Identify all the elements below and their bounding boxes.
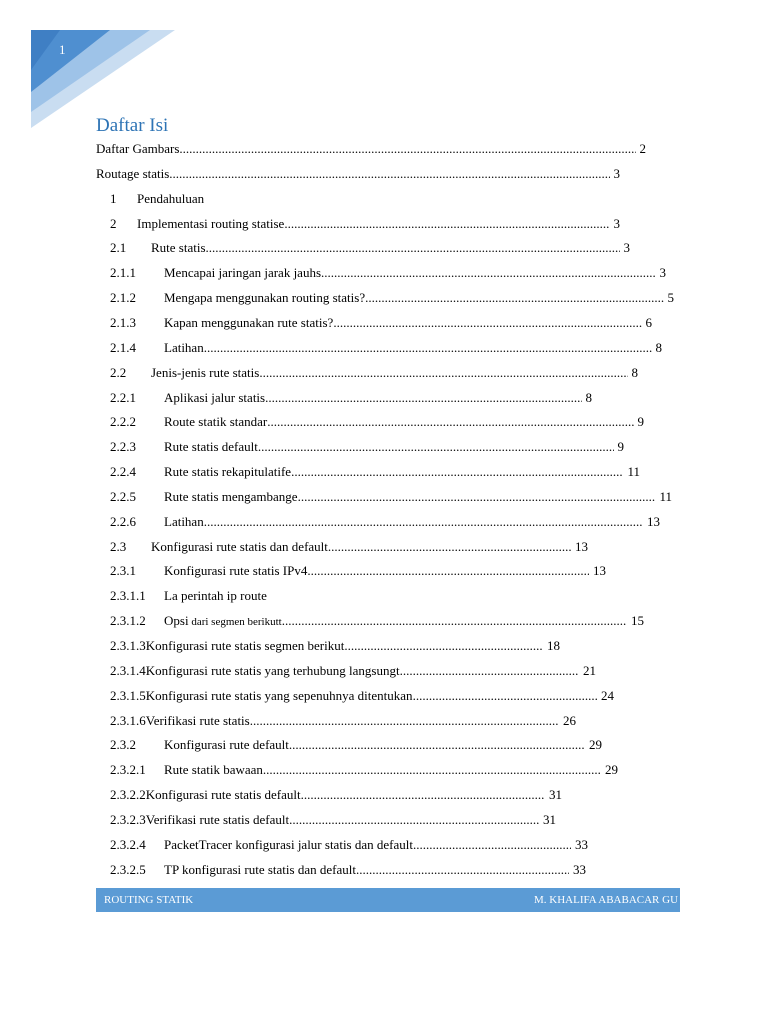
toc-entry-title: [146, 687, 413, 704]
toc-leader-dots: [282, 612, 627, 629]
toc-leader-dots: [258, 438, 614, 455]
toc-entry-title: [164, 438, 258, 455]
toc-entry-title-text: Daftar Gambars: [96, 141, 180, 156]
toc-entry[interactable]: [110, 513, 660, 530]
toc-entry-page: 31: [549, 787, 562, 802]
toc-entry-title-text: Latihan: [164, 514, 204, 529]
toc-entry-page: 3: [613, 216, 620, 231]
toc-entry-title-text: Konfigurasi rute statis yang sepenuhnya ditentukan: [145, 688, 413, 703]
toc-entry-number: 2.3.1.1: [110, 588, 146, 603]
toc-entry-title: [164, 736, 289, 753]
toc-entry-number: 1: [110, 191, 117, 206]
toc-entry-title: [164, 413, 267, 430]
toc-entry-title-text: Routage statis: [96, 166, 170, 181]
toc-entry-page: 3: [623, 240, 630, 255]
toc-entry-title: [164, 264, 321, 281]
toc-entry-number: 2.3.2.4: [110, 837, 146, 852]
toc-entry-title-text: La perintah ip route: [164, 588, 267, 603]
toc-entry[interactable]: [110, 612, 644, 631]
toc-entry-title-text: Rute statik bawaan: [164, 762, 263, 777]
toc-entry-number: 2.3.2.3: [110, 812, 146, 827]
toc-entry-number: 2.3.1.6: [110, 713, 146, 728]
toc-leader-dots: [289, 811, 539, 828]
toc-entry-title-text: Mencapai jaringan jarak jauhs: [164, 265, 322, 280]
toc-entry-title: [146, 811, 289, 828]
toc-entry-title-text: Rute statis default: [164, 439, 258, 454]
toc-entry-page: 9: [637, 414, 644, 429]
toc-entry[interactable]: [110, 712, 576, 729]
toc-entry[interactable]: [110, 786, 562, 803]
toc-entry-page: 11: [659, 489, 672, 504]
toc-entry-title-text: TP konfigurasi rute statis dan default: [164, 862, 356, 877]
toc-entry-number: 2.3.2.5: [110, 862, 146, 877]
toc-entry-title: [164, 488, 298, 505]
toc-entry-page: 29: [589, 737, 602, 752]
toc-leader-dots: [206, 239, 620, 256]
toc-entry-title: [164, 587, 267, 604]
toc-entry-number: 2.3.2.1: [110, 762, 146, 777]
toc-entry-page: 6: [645, 315, 652, 330]
toc-entry[interactable]: [110, 562, 606, 579]
toc-leader-dots: [321, 264, 655, 281]
toc-entry-number: 2.3.1.4: [110, 663, 146, 678]
toc-leader-dots: [365, 289, 663, 306]
toc-leader-dots: [301, 786, 545, 803]
toc-entry-number: 2.1.4: [110, 340, 136, 355]
toc-entry-title: [164, 562, 307, 579]
toc-entry[interactable]: [110, 761, 618, 778]
toc-entry[interactable]: [110, 364, 638, 381]
toc-entry[interactable]: [96, 140, 646, 157]
toc-entry-title: [164, 314, 333, 331]
toc-entry-title-text: Konfigurasi rute statis IPv4: [164, 563, 308, 578]
toc-entry[interactable]: [110, 861, 586, 878]
toc-leader-dots: [298, 488, 656, 505]
toc-entry[interactable]: [110, 587, 280, 604]
toc-entry-title: [164, 463, 291, 480]
toc-entry-number: 2.2.4: [110, 464, 136, 479]
toc-leader-dots: [204, 513, 643, 530]
toc-entry-page: 24: [601, 688, 614, 703]
toc-leader-dots: [328, 538, 571, 555]
toc-entry-page: 8: [655, 340, 662, 355]
toc-entry-title-text: Latihan: [164, 340, 204, 355]
footer-author: M. KHALIFA ABABACAR GU: [534, 894, 679, 906]
toc-entry-page: 33: [575, 837, 588, 852]
toc-entry[interactable]: [110, 438, 624, 455]
toc-entry-page: 5: [667, 290, 674, 305]
toc-entry-title: [151, 364, 259, 381]
toc-entry-title: [137, 215, 284, 232]
toc-entry[interactable]: [110, 314, 652, 331]
toc-entry-page: 15: [631, 613, 644, 628]
toc-entry-title: [164, 389, 265, 406]
toc-leader-dots: [284, 215, 609, 232]
toc-entry-title: [146, 637, 345, 654]
toc-entry[interactable]: [110, 264, 666, 281]
toc-entry-title: [96, 165, 169, 182]
toc-entry[interactable]: [96, 165, 620, 182]
toc-entry-number: 2.3.2: [110, 737, 136, 752]
toc-entry-title: [164, 513, 204, 530]
toc-leader-dots: [169, 165, 609, 182]
toc-entry-title: [164, 836, 413, 853]
toc-entry-page: 3: [613, 166, 620, 181]
toc-entry-title: [164, 339, 204, 356]
toc-entry-title-text: Rute statis rekapitulatife: [164, 464, 292, 479]
toc-entry-page: 8: [585, 390, 592, 405]
toc-entry[interactable]: [110, 488, 672, 505]
toc-entry-title: [137, 190, 204, 207]
toc-entry-number: 2: [110, 216, 117, 231]
toc-entry-page: 13: [593, 563, 606, 578]
toc-entry-title: [164, 289, 365, 306]
toc-entry-page: 13: [575, 539, 588, 554]
toc-entry-title: [164, 761, 263, 778]
toc-leader-dots: [289, 736, 585, 753]
toc-entry-page: 26: [563, 713, 576, 728]
toc-entry-title-text: Konfigurasi rute statis segmen berikut: [145, 638, 345, 653]
toc-entry-number: 2.2.2: [110, 414, 136, 429]
toc-entry-number: 2.3.1.3: [110, 638, 146, 653]
toc-leader-dots: [204, 339, 652, 356]
toc-entry[interactable]: [110, 538, 588, 555]
toc-leader-dots: [413, 836, 571, 853]
toc-entry-number: 2.2.6: [110, 514, 136, 529]
toc-entry-number: 2.1.2: [110, 290, 136, 305]
toc-entry[interactable]: [110, 736, 602, 753]
footer-title: ROUTING STATIK: [104, 894, 194, 906]
toc-entry-number: 2.2.1: [110, 390, 136, 405]
toc-entry-title-text: Jenis-jenis rute statis: [151, 365, 260, 380]
toc-entry[interactable]: [110, 215, 620, 232]
toc-entry[interactable]: [110, 289, 674, 306]
toc-entry-number: 2.3.2.2: [110, 787, 146, 802]
toc-entry-title-text: PacketTracer konfigurasi jalur statis dan default: [164, 837, 413, 852]
toc-entry-title-text: Mengapa menggunakan routing statis?: [164, 290, 366, 305]
toc-leader-dots: [356, 861, 569, 878]
toc-entry[interactable]: [110, 190, 250, 207]
toc-leader-dots: [259, 364, 627, 381]
toc-entry-title: [164, 861, 356, 878]
toc-entry[interactable]: [110, 811, 556, 828]
toc-entry-number: 2.3.1.2: [110, 613, 146, 628]
toc-entry-title-text: Opsi: [164, 613, 189, 628]
toc-entry[interactable]: [110, 836, 588, 853]
toc-entry-title: [151, 239, 206, 256]
toc-entry-title: [146, 712, 250, 729]
toc-entry[interactable]: [110, 339, 662, 356]
toc-entry-page: 21: [583, 663, 596, 678]
toc-leader-dots: [291, 463, 623, 480]
toc-entry-title-text: Pendahuluan: [137, 191, 205, 206]
toc-entry[interactable]: [110, 239, 630, 256]
toc-entry-page: 2: [639, 141, 646, 156]
toc-leader-dots: [265, 389, 581, 406]
toc-entry-title-text: Verifikasi rute statis default: [145, 812, 290, 827]
toc-entry-title: [151, 538, 328, 555]
toc-entry-number: 2.2.5: [110, 489, 136, 504]
toc-entry-number: 2.2.3: [110, 439, 136, 454]
toc-leader-dots: [267, 413, 633, 430]
toc-entry-page: 18: [547, 638, 560, 653]
toc-entry-title: [146, 662, 400, 679]
toc-entry-page: 33: [573, 862, 586, 877]
toc-leader-dots: [333, 314, 641, 331]
toc-entry[interactable]: [110, 413, 644, 430]
toc-entry-title-text: Konfigurasi rute default: [164, 737, 289, 752]
toc-entry-page: 29: [605, 762, 618, 777]
page-number: 1: [59, 42, 66, 57]
toc-entry-title: [146, 786, 301, 803]
toc-entry-page: 11: [627, 464, 640, 479]
toc-entry-title-text: Konfigurasi rute statis yang terhubung langsungt: [145, 663, 400, 678]
toc-entry-title-text: Verifikasi rute statis: [145, 713, 250, 728]
toc-entry-number: 2.1.3: [110, 315, 136, 330]
toc-entry[interactable]: [110, 463, 640, 480]
toc-leader-dots: [400, 662, 579, 679]
toc-leader-dots: [344, 637, 543, 654]
toc-entry-title-text: Rute statis: [151, 240, 206, 255]
toc-entry-page: 9: [617, 439, 624, 454]
toc-entry-title-text: Rute statis mengambange: [164, 489, 298, 504]
toc-entry-title-small: dari segmen berikutt: [188, 616, 282, 628]
toc-entry-page: 13: [647, 514, 660, 529]
toc-leader-dots: [263, 761, 601, 778]
toc-entry-page: 8: [631, 365, 638, 380]
toc-entry-title: [96, 140, 179, 157]
toc-leader-dots: [250, 712, 559, 729]
toc-entry-number: 2.3: [110, 539, 127, 554]
toc-entry-page: 3: [659, 265, 666, 280]
toc-entry-title-text: Konfigurasi rute statis default: [145, 787, 301, 802]
toc-entry[interactable]: [110, 687, 614, 704]
toc-entry-title: [164, 612, 282, 631]
toc-leader-dots: [413, 687, 597, 704]
toc-entry-page: 31: [543, 812, 556, 827]
toc-entry[interactable]: [110, 637, 560, 654]
toc-entry[interactable]: [110, 662, 596, 679]
toc-entry-number: 2.3.1.5: [110, 688, 146, 703]
toc-entry-number: 2.2: [110, 365, 127, 380]
toc-entry-title-text: Route statik standar: [164, 414, 268, 429]
toc-entry-title-text: Aplikasi jalur statis: [164, 390, 266, 405]
toc-entry-number: 2.1.1: [110, 265, 136, 280]
toc-entry-title-text: Konfigurasi rute statis dan default: [151, 539, 328, 554]
page-title: Daftar Isi: [96, 115, 169, 136]
toc-entry-title-text: Implementasi routing statise: [137, 216, 285, 231]
toc-entry-number: 2.1: [110, 240, 127, 255]
toc-entry-title-text: Kapan menggunakan rute statis?: [164, 315, 334, 330]
footer-bar: [96, 888, 680, 912]
toc-leader-dots: [307, 562, 589, 579]
toc-entry[interactable]: [110, 389, 592, 406]
toc-leader-dots: [179, 140, 635, 157]
toc-entry-number: 2.3.1: [110, 563, 136, 578]
